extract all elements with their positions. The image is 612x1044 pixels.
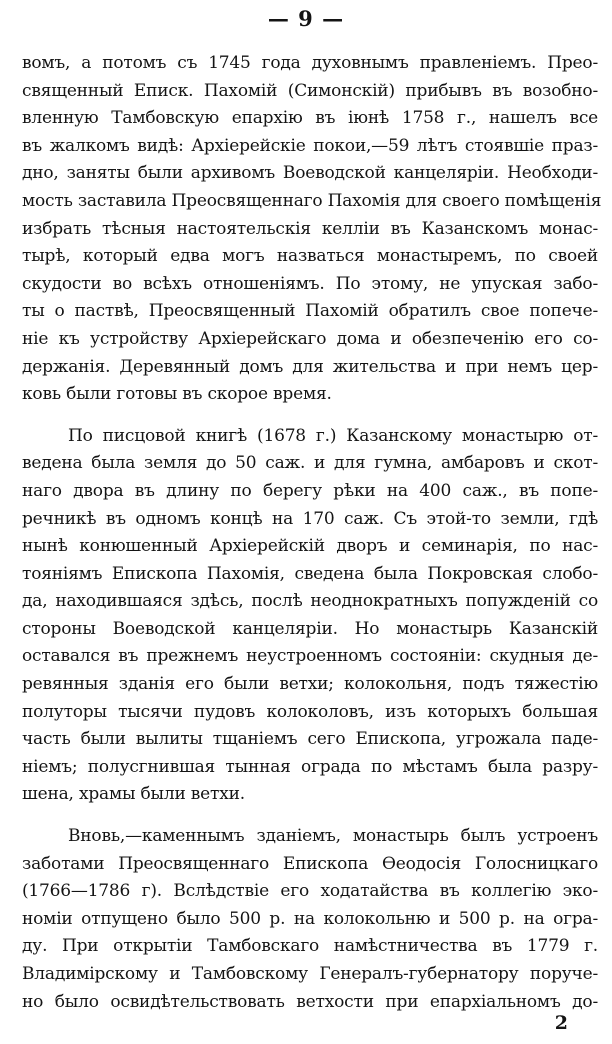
signature-mark: 2 [554, 1012, 568, 1034]
text-line: часть были вылиты тщаніемъ сего Епископа, угрожала паде- [22, 729, 598, 750]
body-text [22, 50, 602, 1016]
text-line: вомъ, а потомъ съ 1745 года духовнымъ правленіемъ. Прео- [22, 53, 598, 73]
text-line: стороны Воеводской канцеляріи. Но монастырь Казанскій [22, 618, 598, 639]
text-line: держанія. Деревянный домъ для жительства и при немъ цер- [22, 356, 598, 377]
text-line: ты о паствѣ, Преосвященный Пахомій обратилъ свое попече- [22, 301, 598, 322]
text-line: ніемъ; полусгнившая тынная ограда по мѣстамъ была разру- [22, 756, 598, 777]
text-line: тояніямъ Епископа Пахомія, сведена была Покровская слобо- [22, 563, 598, 584]
text-line: въ жалкомъ видѣ: Архіерейскіе покои,—59 лѣтъ стоявшіе праз- [22, 135, 598, 156]
text-line: тырѣ, который едва могъ назваться монастыремъ, по своей [22, 246, 598, 267]
text-line: ніе къ устройству Архіерейскаго дома и обезпеченію его со- [22, 328, 598, 349]
text-line: номіи отпущено было 500 р. на колокольню и 500 р. на огра- [22, 908, 598, 929]
text-line: Владимірскому и Тамбовскому Генералъ-губернатору поруче- [22, 964, 598, 984]
text-line: да, находившаяся здѣсь, послѣ неоднократныхъ попужденій со [22, 591, 598, 612]
text-line: но было освидѣтельствовать ветхости при епархіальномъ до- [22, 991, 598, 1012]
text-line: (1766—1786 г). Вслѣдствіе его ходатайства въ коллегію эко- [22, 881, 598, 902]
text-line: скудости во всѣхъ отношеніямъ. По этому, не упуская забо- [22, 273, 598, 294]
text-line: нынѣ конюшенный Архіерейскій дворъ и семинарія, по нас- [22, 536, 598, 557]
text-line: мость заставила Преосвященнаго Пахомія для своего помѣщенія [22, 190, 602, 211]
text-line: избрать тѣсныя настоятельскія келліи въ Казанскомъ монас- [22, 218, 598, 239]
paragraph-gap [22, 409, 598, 423]
text-line: ревянныя зданія его были ветхи; колокольня, подъ тяжестію [22, 674, 598, 695]
text-line: наго двора въ длину по берегу рѣки на 400 саж., въ попе- [22, 480, 598, 501]
page-number: — 9 — [267, 6, 345, 31]
text-line: вленную Тамбовскую епархію въ іюнѣ 1758 г., нашелъ все [22, 108, 598, 129]
text-line: По писцовой книгѣ (1678 г.) Казанскому монастырю от- [68, 425, 598, 446]
text-line: полуторы тысячи пудовъ колоколовъ, изъ которыхъ большая [22, 701, 598, 722]
text-line: шена, храмы были ветхи. [22, 784, 245, 805]
text-line: священный Еписк. Пахомій (Симонскій) прибывъ въ возобно- [22, 80, 598, 101]
text-line: оставался въ прежнемъ неустроенномъ состояніи: скудныя де- [22, 646, 598, 667]
text-line: ду. При открытіи Тамбовскаго намѣстничества въ 1779 г. [22, 936, 598, 957]
text-line: речникѣ въ одномъ концѣ на 170 саж. Съ этой-то земли, гдѣ [22, 508, 598, 529]
paragraph-gap [22, 809, 598, 823]
text-line: заботами Преосвященнаго Епископа Ѳеодосія Голосницкаго [22, 853, 598, 874]
text-line: ковь были готовы въ скорое время. [22, 384, 332, 405]
text-line: ведена была земля до 50 саж. и для гумна, амбаровъ и скот- [22, 453, 598, 474]
text-line: дно, заняты были архивомъ Воеводской канцеляріи. Необходи- [22, 163, 598, 184]
text-line: Вновь,—каменнымъ зданіемъ, монастырь былъ устроенъ [68, 826, 598, 847]
